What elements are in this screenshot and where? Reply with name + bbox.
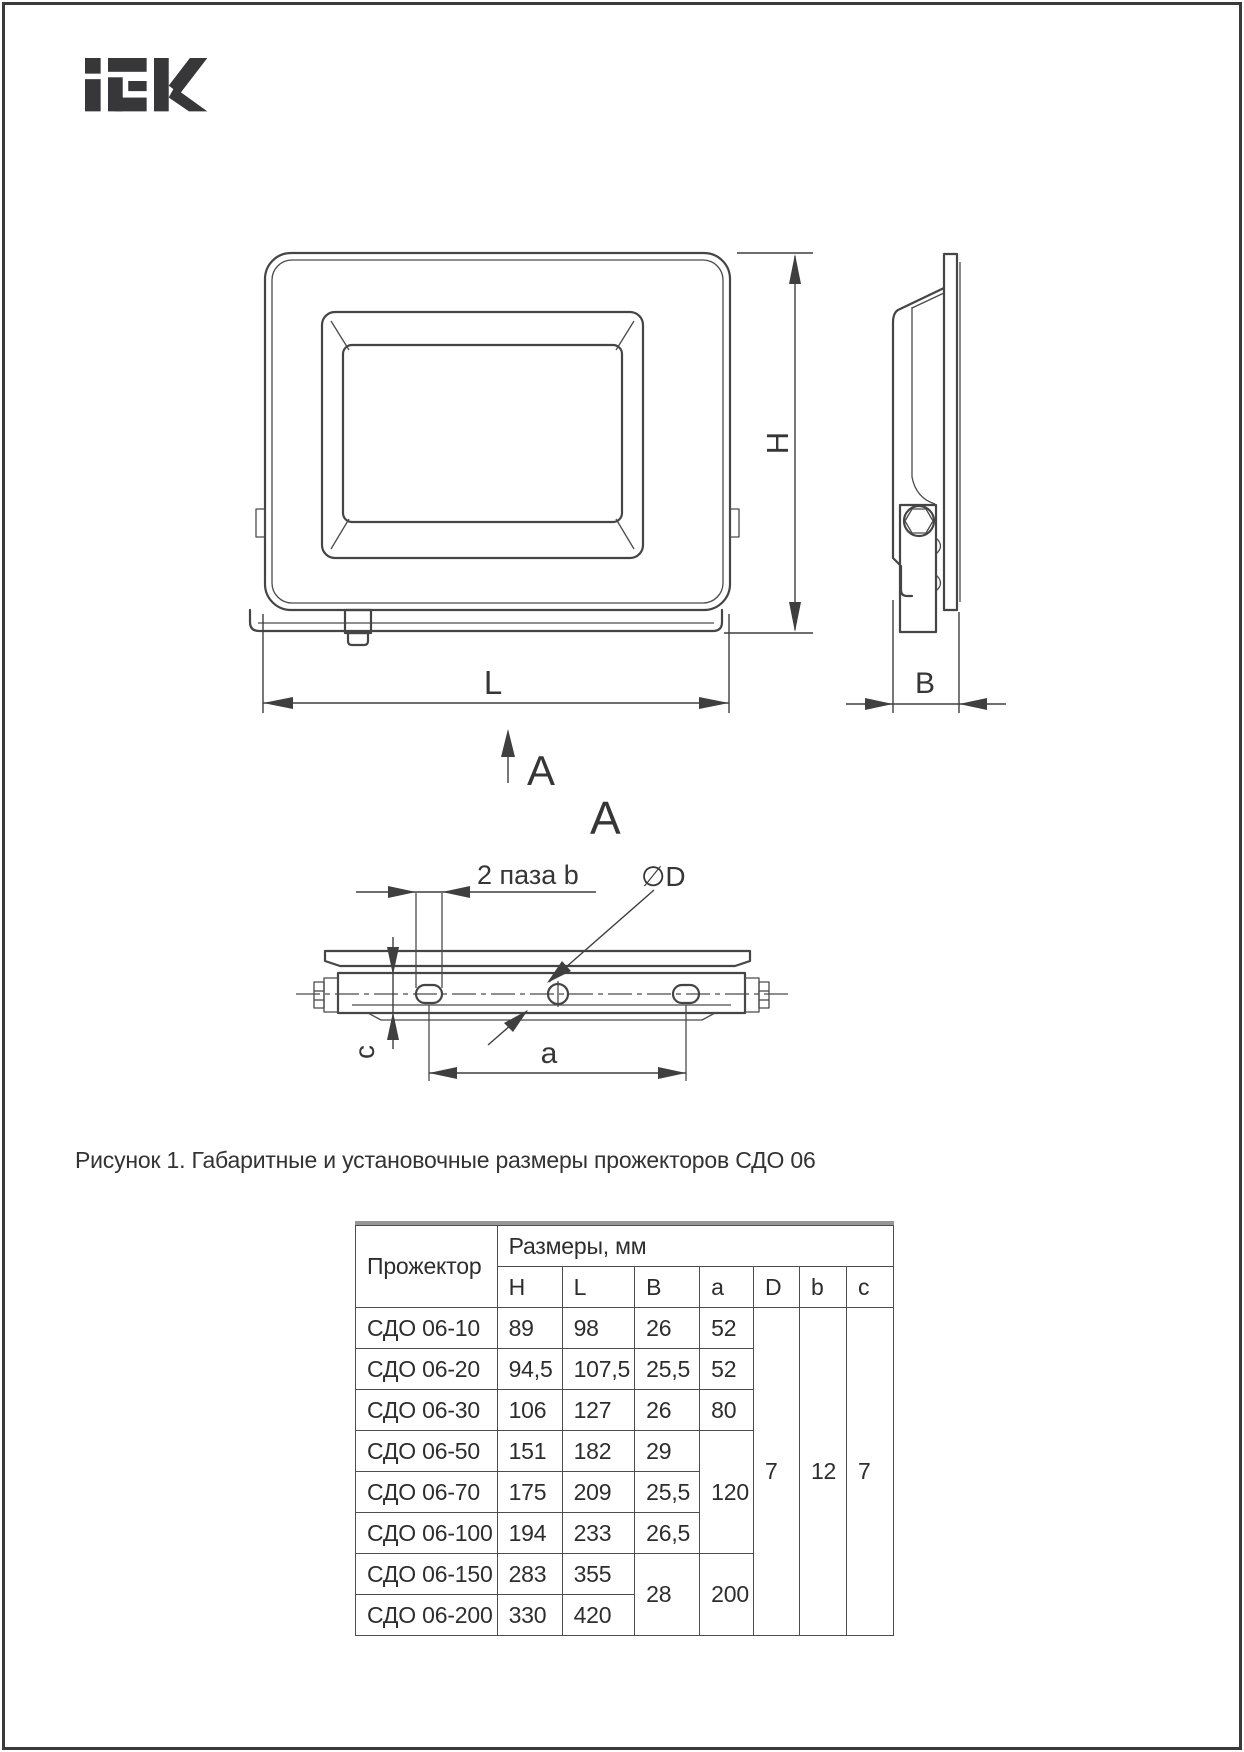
cell-L: 98 — [562, 1308, 635, 1349]
cell-a: 120 — [700, 1431, 754, 1554]
label-view-A: А — [527, 747, 556, 794]
dimension-c — [349, 937, 399, 1059]
table-header-row-1 — [356, 1226, 894, 1267]
label-H: H — [760, 431, 795, 455]
header-sizes: Размеры, мм — [497, 1226, 893, 1267]
cell-B: 25,5 — [635, 1472, 700, 1513]
cell-name: СДО 06-100 — [356, 1513, 498, 1554]
col-header-H: H — [497, 1267, 562, 1308]
cell-B: 26 — [635, 1390, 700, 1431]
cell-B: 28 — [635, 1554, 700, 1636]
side-view — [893, 254, 960, 632]
cell-c: 7 — [846, 1308, 893, 1636]
cell-B: 25,5 — [635, 1349, 700, 1390]
cell-a: 52 — [700, 1349, 754, 1390]
cell-L: 182 — [562, 1431, 635, 1472]
label-slots-b: 2 паза b — [477, 860, 579, 890]
iek-logo — [85, 58, 207, 111]
cell-a: 200 — [700, 1554, 754, 1636]
view-arrow — [501, 729, 621, 844]
table-row — [356, 1308, 894, 1349]
cell-L: 209 — [562, 1472, 635, 1513]
header-product: Прожектор — [356, 1226, 498, 1308]
cell-b: 12 — [799, 1308, 846, 1636]
cell-name: СДО 06-30 — [356, 1390, 498, 1431]
cell-name: СДО 06-70 — [356, 1472, 498, 1513]
cell-D: 7 — [753, 1308, 799, 1636]
cell-H: 94,5 — [497, 1349, 562, 1390]
cell-H: 194 — [497, 1513, 562, 1554]
label-section-A: А — [590, 792, 621, 844]
label-B: B — [914, 667, 936, 700]
cell-name: СДО 06-10 — [356, 1308, 498, 1349]
cell-B: 26,5 — [635, 1513, 700, 1554]
cell-B: 26 — [635, 1308, 700, 1349]
cell-H: 106 — [497, 1390, 562, 1431]
col-header-D: D — [753, 1267, 799, 1308]
dimensions-table-wrap — [355, 1221, 894, 1636]
cell-a: 52 — [700, 1308, 754, 1349]
col-header-c: c — [846, 1267, 893, 1308]
cell-L: 107,5 — [562, 1349, 635, 1390]
cell-B: 29 — [635, 1431, 700, 1472]
dimension-B — [846, 600, 1006, 713]
cell-L: 127 — [562, 1390, 635, 1431]
dimension-H — [724, 253, 813, 633]
cell-name: СДО 06-50 — [356, 1431, 498, 1472]
label-L: L — [483, 664, 503, 701]
col-header-B: B — [635, 1267, 700, 1308]
label-hole-D: ∅D — [641, 861, 686, 892]
col-header-b: b — [799, 1267, 846, 1308]
cell-H: 175 — [497, 1472, 562, 1513]
dimensions-table — [355, 1225, 894, 1636]
cell-name: СДО 06-20 — [356, 1349, 498, 1390]
cell-L: 355 — [562, 1554, 635, 1595]
cell-L: 420 — [562, 1595, 635, 1636]
cell-H: 283 — [497, 1554, 562, 1595]
dimension-a — [429, 1005, 686, 1081]
cell-H: 330 — [497, 1595, 562, 1636]
label-a: a — [540, 1037, 558, 1070]
dimension-L — [263, 614, 729, 713]
label-c: c — [349, 1045, 380, 1059]
front-view — [250, 253, 739, 645]
cell-name: СДО 06-150 — [356, 1554, 498, 1595]
col-header-L: L — [562, 1267, 635, 1308]
cell-H: 151 — [497, 1431, 562, 1472]
col-header-a: a — [700, 1267, 754, 1308]
figure-caption: Рисунок 1. Габаритные и установочные размеры прожекторов СДО 06 — [75, 1147, 816, 1173]
cell-L: 233 — [562, 1513, 635, 1554]
cell-a: 80 — [700, 1390, 754, 1431]
section-view — [296, 951, 788, 1020]
cell-H: 89 — [497, 1308, 562, 1349]
cell-name: СДО 06-200 — [356, 1595, 498, 1636]
